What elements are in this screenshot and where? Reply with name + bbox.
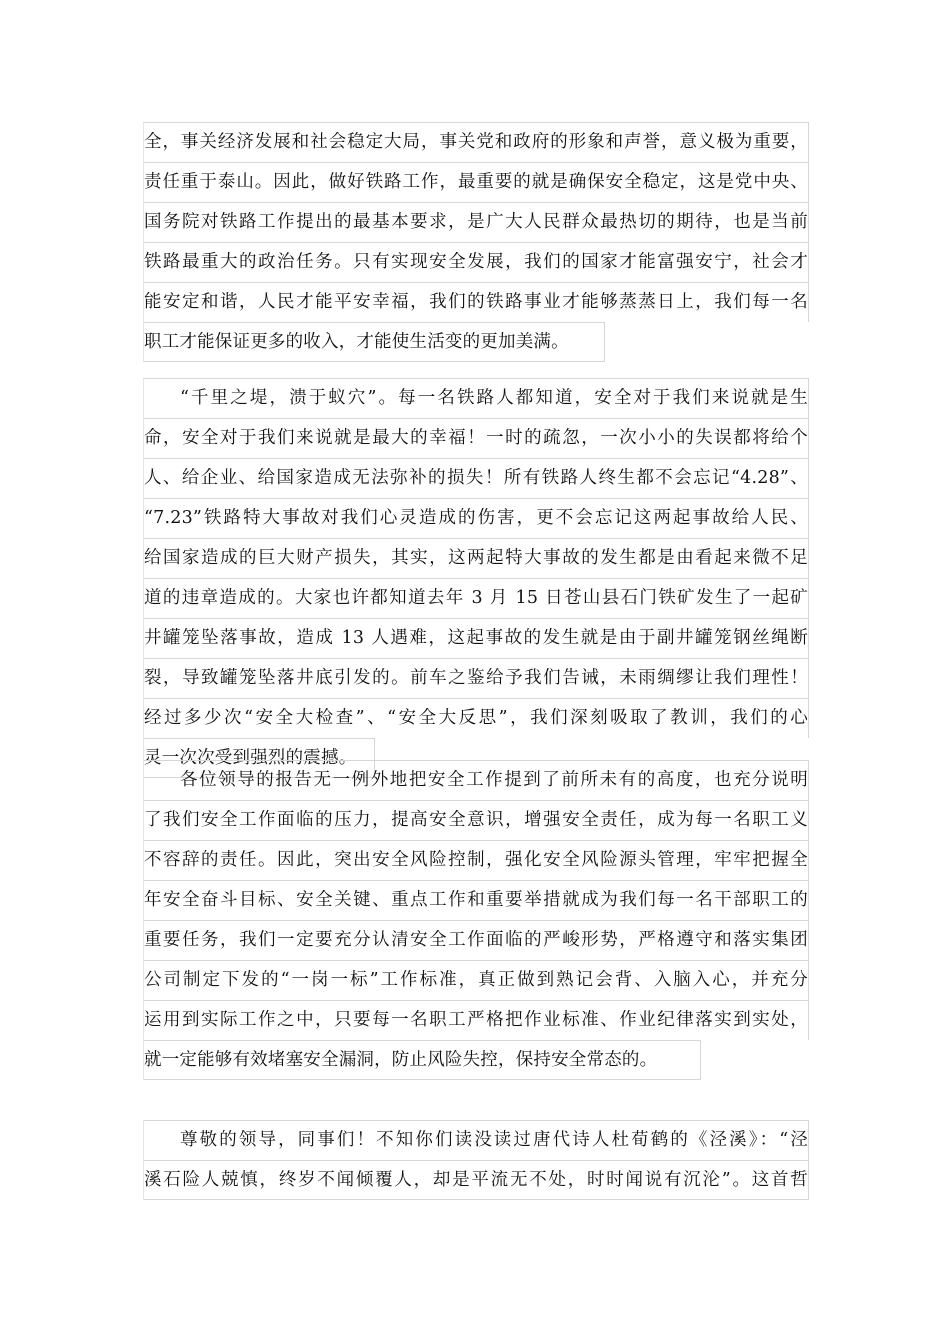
paragraph-2 — [143, 378, 809, 778]
text-line: 铁路最重大的政治任务。只有实现安全发展，我们的国家才能富强安宁，社会才 — [143, 242, 809, 282]
text-line: 职工才能保证更多的收入，才能使生活变的更加美满。 — [143, 322, 605, 362]
text-line: 国务院对铁路工作提出的最基本要求，是广大人民群众最热切的期待，也是当前 — [143, 202, 809, 242]
text-line: 溪石险人兢慎，终岁不闻倾覆人，却是平流无不处，时时闻说有沉沦”。这首哲 — [143, 1160, 809, 1200]
text-line: 运用到实际工作之中，只要每一名职工严格把作业标准、作业纪律落实到实处， — [143, 1000, 809, 1040]
text-line: 道的违章造成的。大家也许都知道去年 3 月 15 日苍山县石门铁矿发生了一起矿 — [143, 578, 809, 618]
text-line: 尊敬的领导，同事们！不知你们读没读过唐代诗人杜荀鹤的《泾溪》：“泾 — [143, 1120, 809, 1160]
text-line: 不容辞的责任。因此，突出安全风险控制，强化安全风险源头管理，牢牢把握全 — [143, 840, 809, 880]
text-line: 各位领导的报告无一例外地把安全工作提到了前所未有的高度，也充分说明 — [143, 760, 809, 800]
text-line: 井罐笼坠落事故，造成 13 人遇难，这起事故的发生就是由于副井罐笼钢丝绳断 — [143, 618, 809, 658]
text-line: 了我们安全工作面临的压力，提高安全意识，增强安全责任，成为每一名职工义 — [143, 800, 809, 840]
text-line: 公司制定下发的“一岗一标”工作标准，真正做到熟记会背、入脑入心，并充分 — [143, 960, 809, 1000]
paragraph-1 — [143, 122, 809, 362]
paragraph-3 — [143, 760, 809, 1080]
text-line: 裂，导致罐笼坠落井底引发的。前车之鉴给予我们告诫，未雨绸缪让我们理性！ — [143, 658, 809, 698]
text-line: 全，事关经济发展和社会稳定大局，事关党和政府的形象和声誉，意义极为重要， — [143, 122, 809, 162]
text-line: “千里之堤，溃于蚁穴”。每一名铁路人都知道，安全对于我们来说就是生 — [143, 378, 809, 418]
text-line: “7.23”铁路特大事故对我们心灵造成的伤害，更不会忘记这两起事故给人民、 — [143, 498, 809, 538]
text-line: 就一定能够有效堵塞安全漏洞，防止风险失控，保持安全常态的。 — [143, 1040, 701, 1080]
text-line: 给国家造成的巨大财产损失，其实，这两起特大事故的发生都是由看起来微不足 — [143, 538, 809, 578]
text-line: 命，安全对于我们来说就是最大的幸福！一时的疏忽，一次小小的失误都将给个 — [143, 418, 809, 458]
text-line: 经过多少次“安全大检查”、“安全大反思”，我们深刻吸取了教训，我们的心 — [143, 698, 809, 738]
text-line: 人、给企业、给国家造成无法弥补的损失！所有铁路人终生都不会忘记“4.28”、 — [143, 458, 809, 498]
text-line: 年安全奋斗目标、安全关键、重点工作和重要举措就成为我们每一名干部职工的 — [143, 880, 809, 920]
text-line: 重要任务，我们一定要充分认清安全工作面临的严峻形势，严格遵守和落实集团 — [143, 920, 809, 960]
paragraph-4 — [143, 1120, 809, 1200]
text-line: 能安定和谐，人民才能平安幸福，我们的铁路事业才能够蒸蒸日上，我们每一名 — [143, 282, 809, 322]
text-line: 灵一次次受到强烈的震撼。 — [143, 738, 375, 778]
text-line: 责任重于泰山。因此，做好铁路工作，最重要的就是确保安全稳定，这是党中央、 — [143, 162, 809, 202]
